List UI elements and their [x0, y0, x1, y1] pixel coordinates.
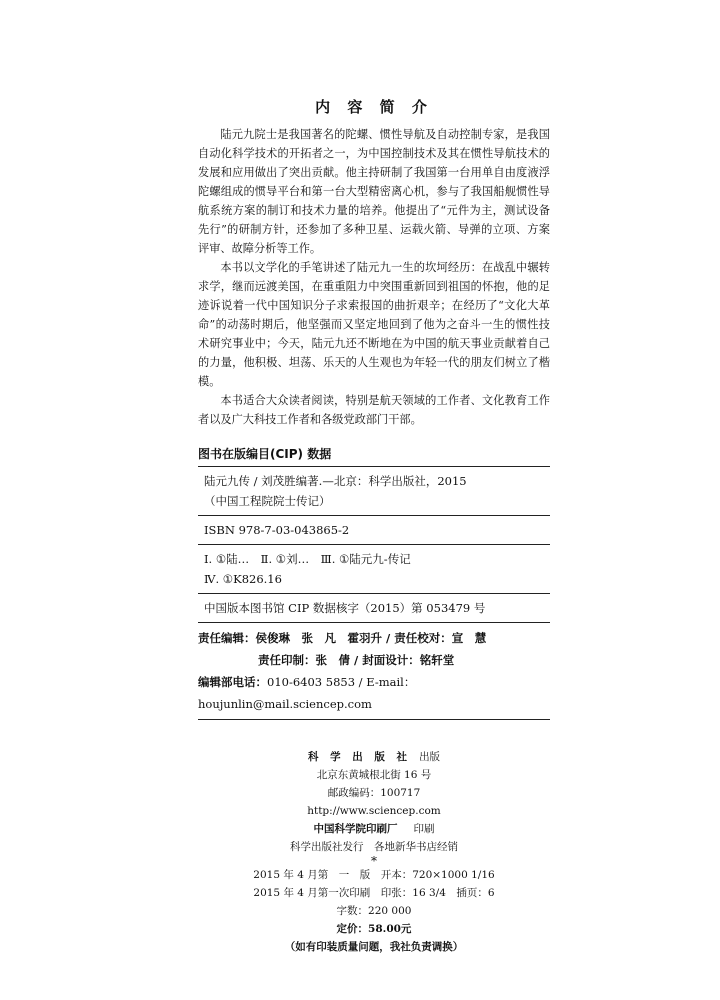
- publisher-url: http://www.sciencep.com: [307, 805, 441, 817]
- phone-label: 编辑部电话：: [198, 675, 267, 689]
- email-address: houjunlin@mail.sciencep.com: [198, 697, 372, 711]
- printer-line: [198, 820, 550, 838]
- printer-action: 印刷: [413, 823, 435, 835]
- divider: [198, 466, 550, 467]
- publisher-line: [198, 748, 550, 766]
- cip-number: 中国版本图书馆 CIP 数据核字（2015）第 053479 号: [204, 601, 486, 615]
- divider: [198, 719, 550, 720]
- divider: [198, 622, 550, 623]
- distributor-line: 科学出版社发行 各地新华书店经销: [290, 841, 458, 853]
- cip-class-2: Ⅳ. ①K826.16: [204, 572, 282, 586]
- divider: [198, 515, 550, 516]
- publisher-postcode: 邮政编码：100717: [327, 787, 421, 799]
- printer-name: 中国科学院印刷厂: [313, 823, 398, 835]
- phone-number: 010-6403 5853: [267, 675, 356, 689]
- publisher-address: 北京东黄城根北街 16 号: [316, 769, 432, 781]
- summary-paragraph-3: 本书适合大众读者阅读，特别是航天领域的工作者、文化教育工作者以及广大科技工作者和各级党政部门干部。: [198, 394, 550, 426]
- cip-isbn: ISBN 978-7-03-043865-2: [204, 523, 350, 537]
- email-label: / E-mail：: [355, 675, 416, 689]
- word-count: 字数：220 000: [336, 905, 412, 917]
- cip-heading: 图书在版编目(CIP) 数据: [198, 447, 332, 461]
- page-title: 内 容 简 介: [315, 98, 433, 116]
- credits-line-2: 责任印制：张 倩 / 封面设计：铭轩堂: [258, 653, 455, 667]
- cip-line-2: （中国工程院院士传记）: [204, 494, 331, 508]
- colophon-page: [198, 96, 550, 956]
- printing-line: 2015 年 4 月第一次印刷 印张：16 3/4 插页：6: [253, 887, 495, 899]
- separator-star: *: [371, 854, 377, 868]
- credits-line-1: 责任编辑：侯俊琳 张 凡 霍羽升 / 责任校对：宣 慧: [198, 631, 487, 645]
- cip-class-1: Ⅰ. ①陆… Ⅱ. ①刘… Ⅲ. ①陆元九-传记: [204, 552, 411, 566]
- divider: [198, 593, 550, 594]
- summary-paragraph-1: 陆元九院士是我国著名的陀螺、惯性导航及自动控制专家，是我国自动化科学技术的开拓者之一，为中国控制技术及其在惯性导航技术的发展和应用做出了突出贡献。他主持研制了我国第一台用单自由度液浮陀螺组成的惯导平台和第一台大型精密离心机，参与了我国船舰惯性导航系统方案的制订和技术力量的培养。他提出了“元件为主，测试设备先行”的研制方针，还参加了多种卫星、运载火箭、导弹的立项、方案评审、故障分析等工作。: [198, 128, 550, 255]
- quality-notice: （如有印装质量问题，我社负责调换）: [284, 941, 464, 953]
- publisher-action: 出版: [419, 751, 441, 763]
- edition-line: 2015 年 4 月第 一 版 开本：720×1000 1/16: [253, 869, 495, 881]
- publisher-block: [198, 748, 550, 956]
- price: 定价：58.00元: [336, 923, 412, 935]
- publisher-name: 科 学 出 版 社: [307, 751, 412, 763]
- credits-block: [198, 627, 550, 715]
- cip-line-1: 陆元九传 / 刘茂胜编著.—北京：科学出版社，2015: [204, 474, 467, 488]
- cip-block: [198, 471, 550, 623]
- summary-paragraph-2: 本书以文学化的手笔讲述了陆元九一生的坎坷经历：在战乱中辗转求学，继而远渡美国，在重重阻力中突围重新回到祖国的怀抱，他的足迹诉说着一代中国知识分子求索报国的曲折艰辛；在经历了“文化大革命”的动荡时期后，他坚强而又坚定地回到了他为之奋斗一生的惯性技术研究事业中；今天，陆元九还不断地在为中国的航天事业贡献着自己的力量，他积极、坦荡、乐天的人生观也为年轻一代的朋友们树立了楷模。: [198, 261, 550, 388]
- divider: [198, 544, 550, 545]
- contact-line: [198, 671, 550, 715]
